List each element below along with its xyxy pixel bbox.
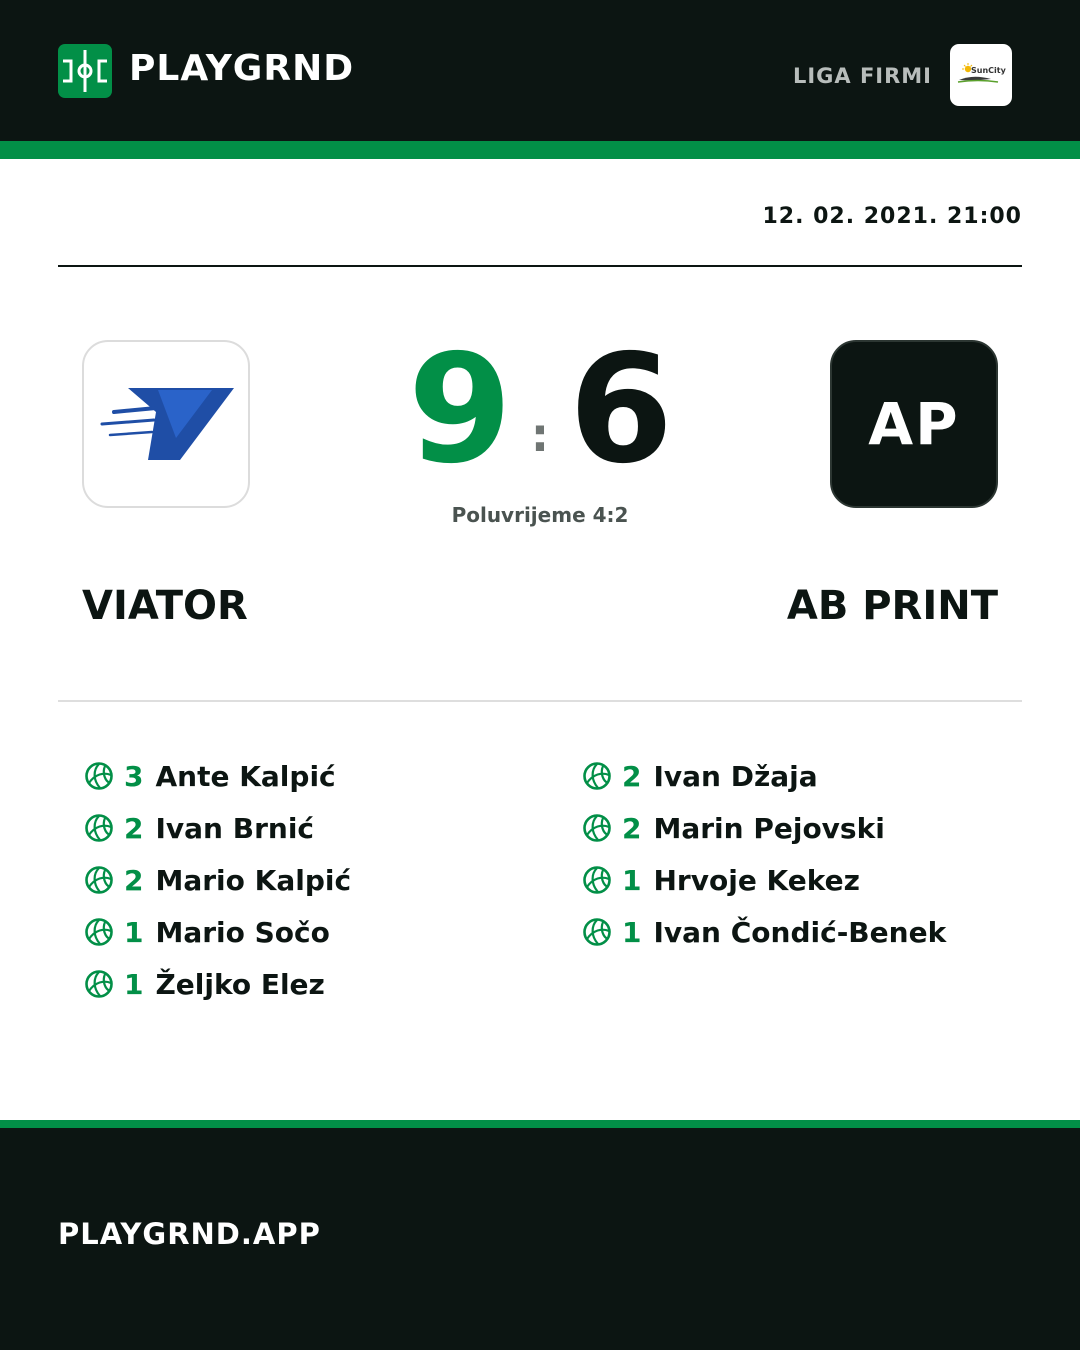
scorer-name[interactable]: Ivan Džaja: [653, 759, 818, 793]
pitch-icon[interactable]: [58, 44, 112, 98]
scorer-name[interactable]: Marin Pejovski: [653, 811, 885, 845]
ball-icon: [582, 761, 612, 791]
scorer-item: [582, 802, 1042, 854]
scorer-name[interactable]: Ivan Čondić-Benek: [653, 915, 947, 949]
scorer-goals: 2: [622, 811, 642, 845]
ball-icon: [84, 969, 114, 999]
scorer-item: [84, 854, 544, 906]
home-team-logo[interactable]: [82, 340, 250, 508]
league-logo-text: SunCity: [971, 66, 1006, 75]
scorer-goals: 1: [622, 915, 642, 949]
league-logo: [950, 44, 1012, 106]
footer-url-link[interactable]: PLAYGRND.APP: [58, 1217, 321, 1251]
scorer-goals: 2: [124, 863, 144, 897]
scorer-item: [84, 906, 544, 958]
match-datetime: 12. 02. 2021. 21:00: [762, 204, 1022, 229]
scorer-name[interactable]: Mario Kalpić: [155, 863, 352, 897]
scorer-item: [84, 750, 544, 802]
home-team-name[interactable]: VIATOR: [82, 583, 248, 629]
league-name: LIGA FIRMI: [792, 64, 932, 88]
scorer-item: [582, 854, 1042, 906]
scorer-goals: 2: [622, 759, 642, 793]
scorer-goals: 3: [124, 759, 144, 793]
ball-icon: [582, 813, 612, 843]
divider: [58, 265, 1022, 267]
home-score: 9: [407, 323, 513, 497]
halftime-score: Poluvrijeme 4:2: [451, 503, 629, 527]
scorer-name[interactable]: Ante Kalpić: [155, 759, 336, 793]
home-scorers-list: [84, 750, 544, 1010]
ball-icon: [84, 813, 114, 843]
scorer-item: [582, 750, 1042, 802]
scorer-name[interactable]: Željko Elez: [155, 967, 325, 1001]
score-separator: :: [530, 408, 550, 462]
away-team-logo[interactable]: [830, 340, 998, 508]
divider: [58, 700, 1022, 702]
ball-icon: [582, 917, 612, 947]
ball-icon: [84, 865, 114, 895]
ball-icon: [84, 917, 114, 947]
scorer-goals: 1: [124, 967, 144, 1001]
scorer-goals: 2: [124, 811, 144, 845]
header-accent-stripe: [0, 141, 1080, 159]
scorer-goals: 1: [124, 915, 144, 949]
away-score: 6: [568, 323, 674, 497]
away-team-initials: AP: [868, 390, 960, 458]
scorer-item: [84, 958, 544, 1010]
scorer-name[interactable]: Hrvoje Kekez: [653, 863, 860, 897]
away-scorers-list: [582, 750, 1042, 958]
away-team-name[interactable]: AB PRINT: [786, 583, 998, 629]
footer-accent-stripe: [0, 1120, 1080, 1128]
brand-name[interactable]: PLAYGRND: [129, 48, 355, 89]
scorer-goals: 1: [622, 863, 642, 897]
scorer-item: [84, 802, 544, 854]
ball-icon: [582, 865, 612, 895]
ball-icon: [84, 761, 114, 791]
scorer-item: [582, 906, 1042, 958]
scorer-name[interactable]: Ivan Brnić: [155, 811, 315, 845]
scorer-name[interactable]: Mario Sočo: [155, 915, 330, 949]
